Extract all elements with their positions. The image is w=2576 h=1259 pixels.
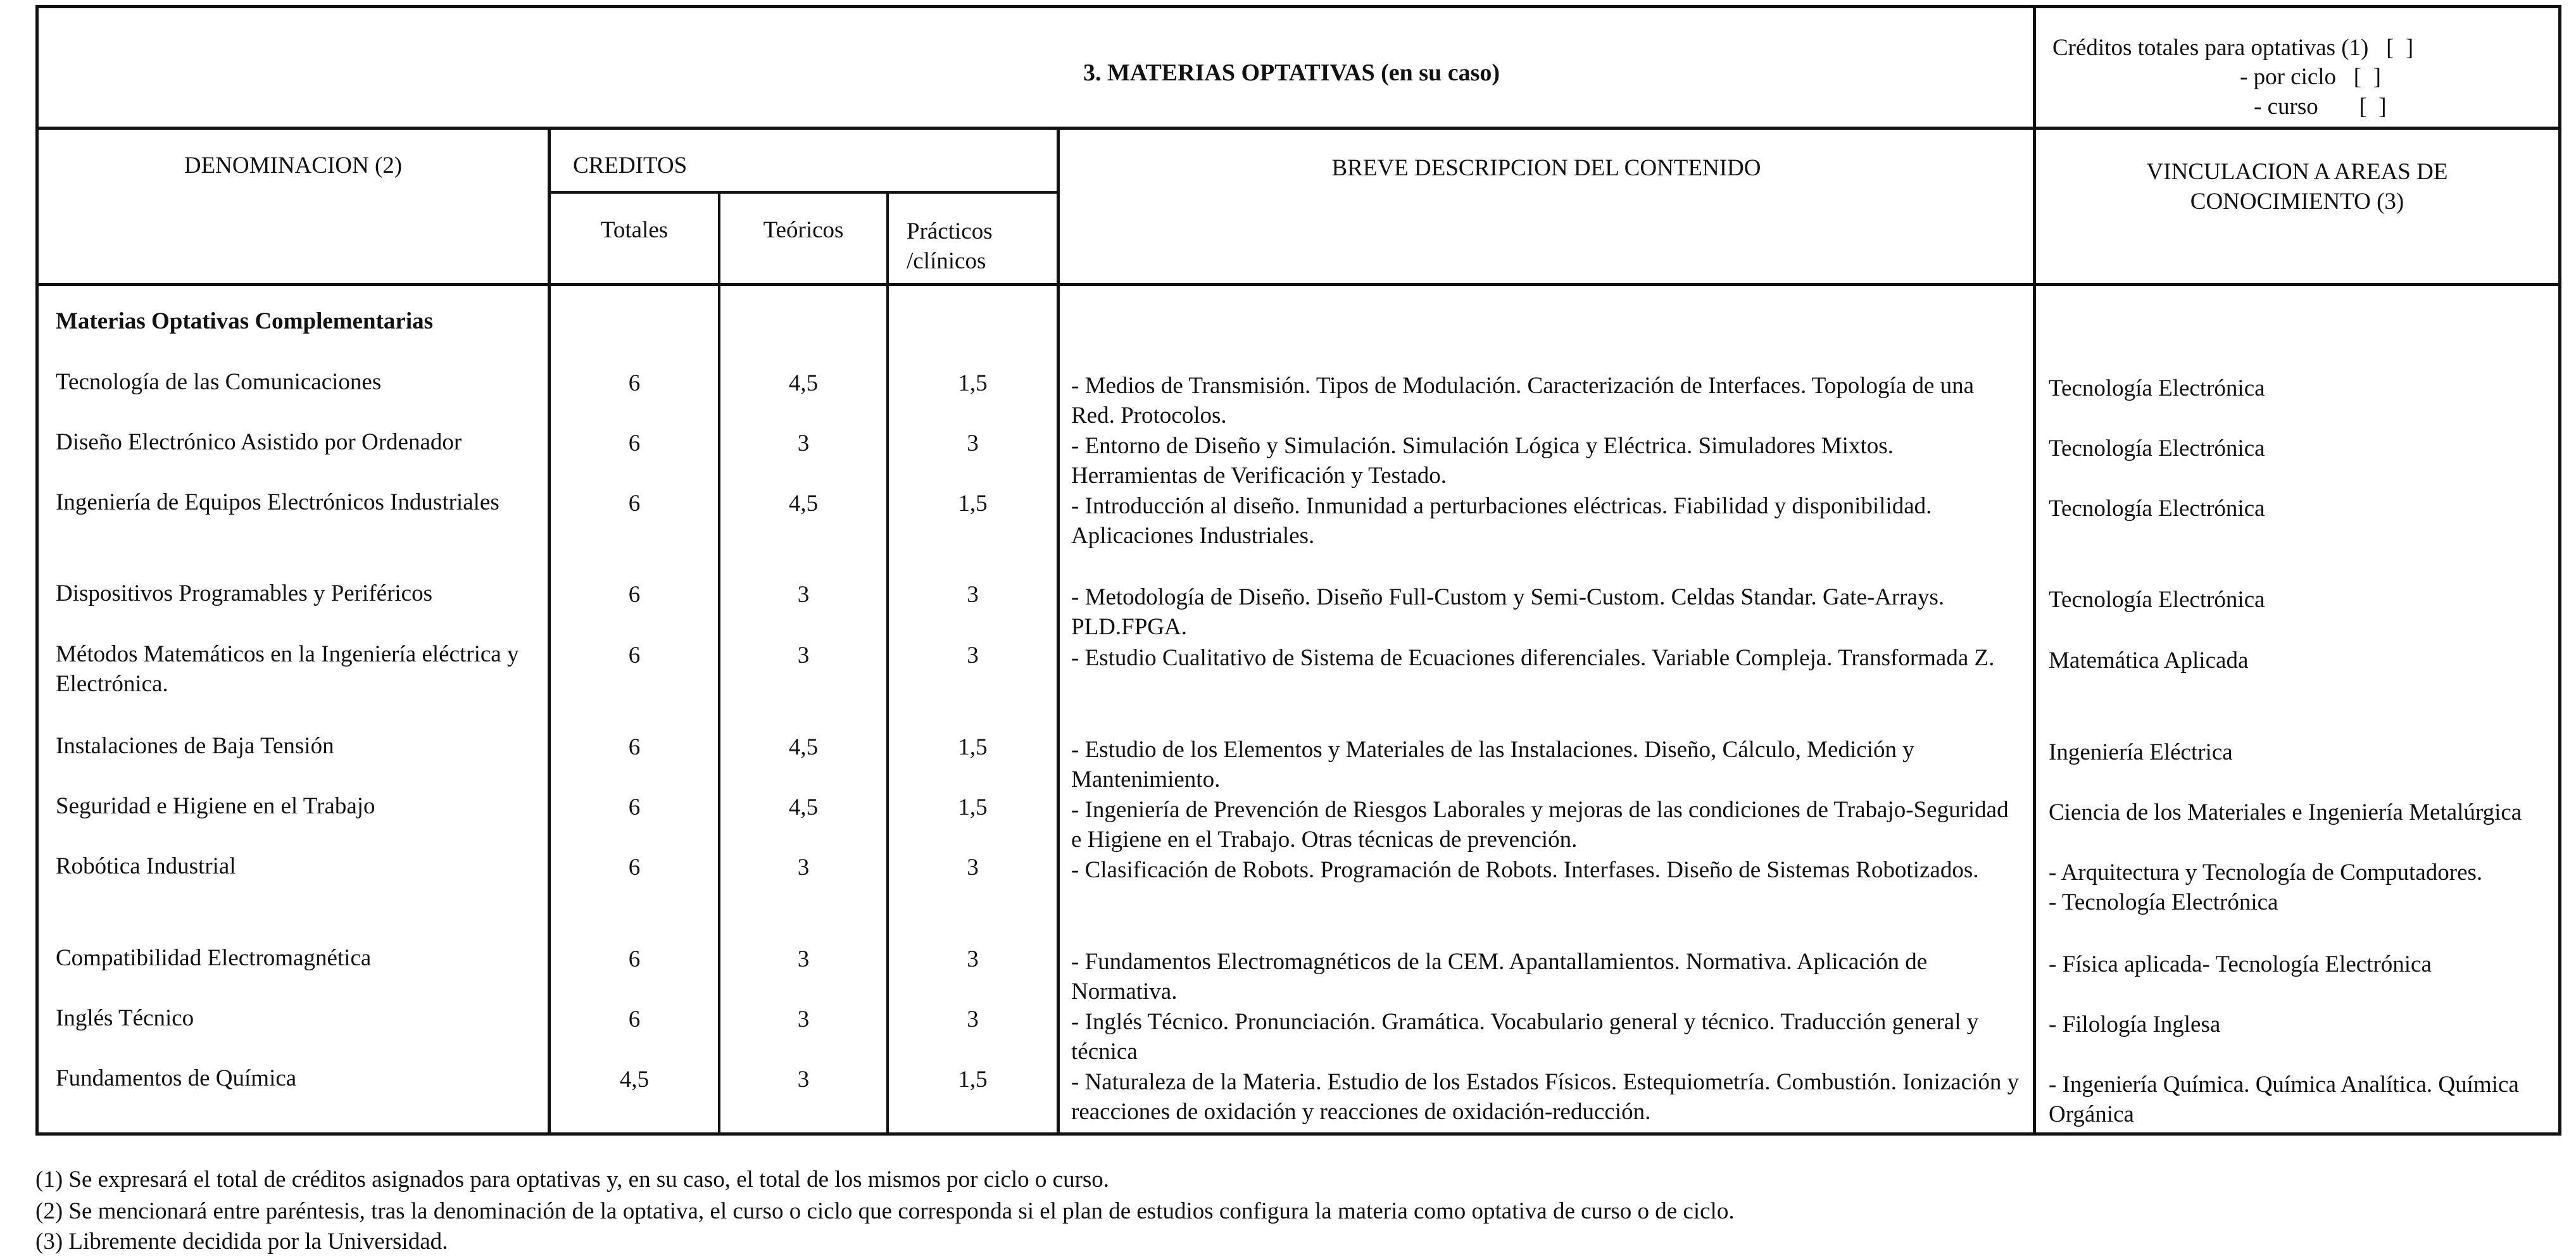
footnote-3: (3) Libremente decidida por la Universidad. bbox=[35, 1229, 448, 1255]
rule-header-bottom bbox=[35, 283, 2561, 286]
row-name: Dispositivos Programables y Periféricos bbox=[56, 580, 432, 606]
row-totales: 6 bbox=[628, 642, 641, 668]
row-teoricos: 4,5 bbox=[788, 734, 819, 760]
header-totales: Totales bbox=[600, 217, 669, 243]
row-name: Compatibilidad Electromagnética bbox=[56, 945, 372, 971]
row-totales: 6 bbox=[628, 430, 641, 456]
row-area: Tecnología Electrónica bbox=[2049, 587, 2265, 613]
header-vinculacion-2: CONOCIMIENTO (3) bbox=[2190, 189, 2404, 215]
header-creditos: CREDITOS bbox=[573, 153, 688, 179]
row-teoricos: 4,5 bbox=[788, 370, 819, 396]
row-practicos: 1,5 bbox=[958, 491, 988, 517]
footnote-2: (2) Se mencionará entre paréntesis, tras la denominación de la optativa, el curso o ciclo que corresponda si el plan de estudios configura la materia como optativa de curso o de ciclo. bbox=[35, 1198, 1735, 1224]
row-teoricos: 3 bbox=[797, 855, 810, 880]
row-area: Tecnología Electrónica bbox=[2049, 435, 2265, 461]
row-description: - Naturaleza de la Materia. Estudio de los Estados Físicos. Estequiometría. Combustión. Ionización y reacciones de oxidación y reacciones de oxidación-reducción. bbox=[1071, 1069, 2020, 1125]
row-description: - Metodología de Diseño. Diseño Full-Custom y Semi-Custom. Celdas Standar. Gate-Arrays. PLD.FPGA. bbox=[1071, 584, 1945, 640]
row-teoricos: 3 bbox=[797, 582, 810, 608]
footnote-1: (1) Se expresará el total de créditos asignados para optativas y, en su caso, el total de los mismos por ciclo o curso. bbox=[35, 1167, 1110, 1193]
row-name: Inglés Técnico bbox=[56, 1005, 194, 1031]
row-description: - Estudio de los Elementos y Materiales de las Instalaciones. Diseño, Cálculo, Medición y Mantenimiento. bbox=[1071, 737, 1914, 792]
row-totales: 4,5 bbox=[619, 1067, 650, 1093]
row-area: - Ingeniería Química. Química Analítica. Química Orgánica bbox=[2049, 1072, 2519, 1127]
row-area: - Filología Inglesa bbox=[2049, 1012, 2221, 1037]
row-totales: 6 bbox=[628, 794, 641, 820]
rule-title-bottom bbox=[35, 127, 2561, 130]
row-teoricos: 3 bbox=[797, 642, 810, 668]
row-practicos: 3 bbox=[967, 642, 979, 668]
row-description: - Inglés Técnico. Pronunciación. Gramática. Vocabulario general y técnico. Traducción general y técnica bbox=[1071, 1009, 1979, 1065]
row-teoricos: 3 bbox=[797, 1067, 810, 1093]
credits-ciclo-line: - por ciclo [ ] bbox=[2240, 64, 2381, 90]
section-label: Materias Optativas Complementarias bbox=[56, 308, 434, 334]
header-clinicos: /clínicos bbox=[907, 248, 986, 274]
row-area: Ciencia de los Materiales e Ingeniería Metalúrgica bbox=[2049, 799, 2522, 825]
header-teoricos: Teóricos bbox=[763, 217, 844, 243]
row-practicos: 1,5 bbox=[958, 1067, 988, 1093]
row-totales: 6 bbox=[628, 855, 641, 880]
row-name: Ingeniería de Equipos Electrónicos Industriales bbox=[56, 489, 499, 515]
row-teoricos: 4,5 bbox=[788, 794, 819, 820]
row-totales: 6 bbox=[628, 734, 641, 760]
row-practicos: 3 bbox=[967, 430, 979, 456]
row-teoricos: 4,5 bbox=[788, 491, 819, 517]
row-area: Ingeniería Eléctrica bbox=[2049, 739, 2233, 765]
row-description: - Ingeniería de Prevención de Riesgos Laborales y mejoras de las condiciones de Trabajo-Seguridad e Higiene en el Trabajo. Otras técnicas de prevención. bbox=[1071, 797, 2009, 853]
row-area: Tecnología Electrónica bbox=[2049, 496, 2265, 522]
header-vinculacion-1: VINCULACION A AREAS DE bbox=[2146, 159, 2448, 185]
row-name: Robótica Industrial bbox=[56, 853, 236, 879]
row-totales: 6 bbox=[628, 491, 641, 517]
row-area: Matemática Aplicada bbox=[2049, 648, 2249, 673]
row-description: - Clasificación de Robots. Programación de Robots. Interfases. Diseño de Sistemas Robotizados. bbox=[1071, 857, 1979, 883]
credits-curso-line: - curso [ ] bbox=[2254, 94, 2387, 120]
header-denominacion: DENOMINACION (2) bbox=[184, 153, 403, 179]
row-description: - Introducción al diseño. Inmunidad a perturbaciones eléctricas. Fiabilidad y disponibilidad. Aplicaciones Industriales. bbox=[1071, 493, 1932, 549]
row-description: - Entorno de Diseño y Simulación. Simulación Lógica y Eléctrica. Simuladores Mixtos. Herramientas de Verificación y Testado. bbox=[1071, 433, 1894, 489]
row-practicos: 3 bbox=[967, 582, 979, 608]
row-practicos: 1,5 bbox=[958, 794, 988, 820]
row-practicos: 3 bbox=[967, 1006, 979, 1032]
rule-v-practicos bbox=[1057, 127, 1060, 1136]
row-teoricos: 3 bbox=[797, 1006, 810, 1032]
row-description: - Fundamentos Electromagnéticos de la CEM. Apantallamientos. Normativa. Aplicación de Normativa. bbox=[1071, 949, 1928, 1005]
row-teoricos: 3 bbox=[797, 946, 810, 972]
rule-v-denominacion bbox=[548, 127, 551, 1136]
row-practicos: 3 bbox=[967, 855, 979, 880]
credits-total-line: Créditos totales para optativas (1) [ ] bbox=[2052, 35, 2414, 61]
row-description: - Estudio Cualitativo de Sistema de Ecuaciones diferenciales. Variable Compleja. Transformada Z. bbox=[1071, 645, 1995, 671]
row-totales: 6 bbox=[628, 946, 641, 972]
row-name: Tecnología de las Comunicaciones bbox=[56, 369, 382, 395]
row-practicos: 3 bbox=[967, 946, 979, 972]
row-name: Fundamentos de Química bbox=[56, 1065, 297, 1091]
row-area: Tecnología Electrónica bbox=[2049, 375, 2265, 401]
row-name: Diseño Electrónico Asistido por Ordenador bbox=[56, 429, 462, 455]
row-practicos: 1,5 bbox=[958, 370, 988, 396]
header-practicos: Prácticos bbox=[907, 218, 993, 244]
row-description: - Medios de Transmisión. Tipos de Modulación. Caracterización de Interfaces. Topología de una Red. Protocolos. bbox=[1071, 373, 1975, 429]
row-name: Instalaciones de Baja Tensión bbox=[56, 733, 334, 759]
row-teoricos: 3 bbox=[797, 430, 810, 456]
rule-creditos-sub bbox=[550, 191, 1059, 194]
row-area: - Física aplicada- Tecnología Electrónica bbox=[2049, 951, 2432, 977]
row-totales: 6 bbox=[628, 582, 641, 608]
header-descripcion: BREVE DESCRIPCION DEL CONTENIDO bbox=[1331, 155, 1761, 181]
row-totales: 6 bbox=[628, 1006, 641, 1032]
row-name: Métodos Matemáticos en la Ingeniería eléctrica y Electrónica. bbox=[56, 641, 519, 697]
table-title: 3. MATERIAS OPTATIVAS (en su caso) bbox=[1083, 60, 1500, 86]
row-area: - Arquitectura y Tecnología de Computadores. - Tecnología Electrónica bbox=[2049, 860, 2483, 915]
row-totales: 6 bbox=[628, 370, 641, 396]
row-practicos: 1,5 bbox=[958, 734, 988, 760]
row-name: Seguridad e Higiene en el Trabajo bbox=[56, 793, 375, 819]
